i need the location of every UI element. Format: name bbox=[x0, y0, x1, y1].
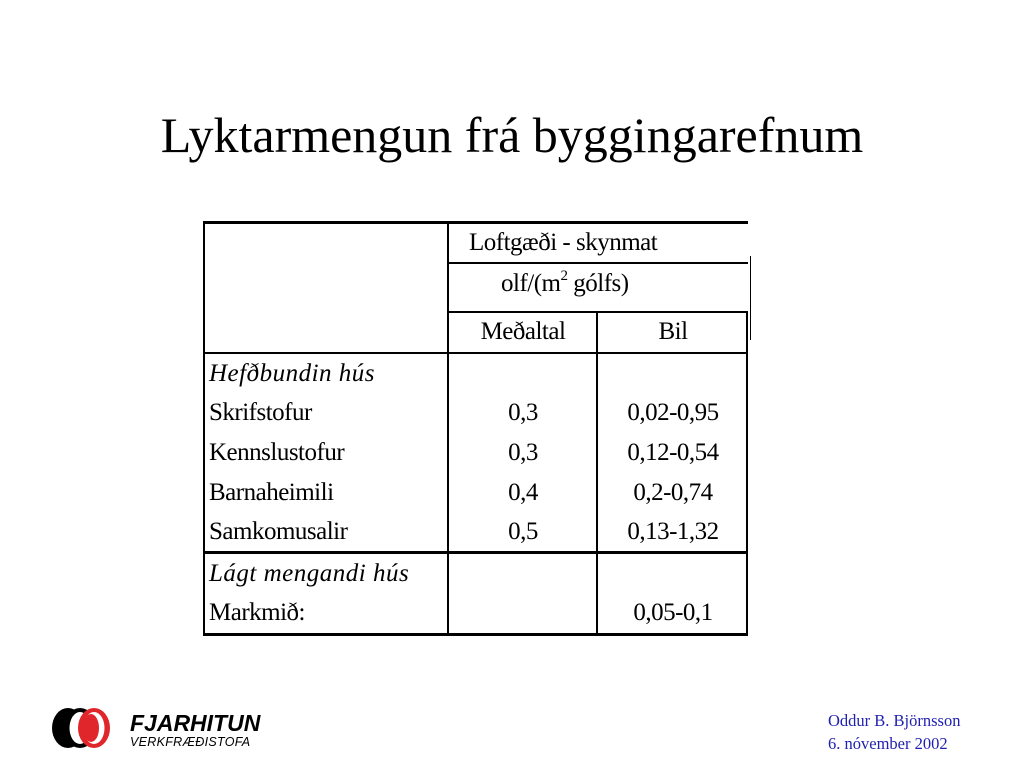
section-title: Lágt mengandi hús bbox=[209, 560, 410, 587]
section-title: Hefðbundin hús bbox=[209, 360, 376, 387]
row-label: Samkomusalir bbox=[209, 518, 348, 545]
header-unit bbox=[501, 269, 629, 299]
fjarhitun-logo-icon bbox=[50, 706, 116, 750]
rule-header-bottom bbox=[203, 352, 748, 354]
footer-author-block bbox=[828, 709, 960, 755]
row-mean: 0,3 bbox=[508, 399, 538, 426]
row-label: Markmið: bbox=[209, 599, 305, 626]
rule-col2 bbox=[447, 221, 449, 636]
rule-subheader bbox=[448, 311, 748, 313]
row-label: Kennslustofur bbox=[209, 439, 345, 466]
row-range: 0,05-0,1 bbox=[633, 599, 713, 626]
col-header-range: Bil bbox=[658, 318, 688, 345]
row-range: 0,13-1,32 bbox=[627, 518, 719, 545]
rule-right-header bbox=[750, 256, 751, 340]
col-header-mean: Meðaltal bbox=[480, 318, 566, 345]
rule-left bbox=[203, 221, 205, 636]
author-name: Oddur B. Björnsson bbox=[828, 711, 961, 730]
row-range: 0,02-0,95 bbox=[627, 399, 719, 426]
header-group: Loftgæði - skynmat bbox=[469, 229, 658, 256]
rule-col3 bbox=[596, 311, 598, 636]
row-mean: 0,4 bbox=[508, 479, 538, 506]
unit-suffix: gólfs) bbox=[567, 270, 629, 297]
row-label: Skrifstofur bbox=[209, 399, 312, 426]
logo-subtitle: VERKFRÆÐISTOFA bbox=[130, 735, 251, 749]
rule-right bbox=[746, 311, 748, 636]
row-range: 0,12-0,54 bbox=[627, 439, 719, 466]
rule-top bbox=[203, 221, 748, 224]
unit-prefix: olf/(m bbox=[501, 270, 561, 297]
rule-section bbox=[203, 551, 748, 554]
presentation-date: 6. nóvember 2002 bbox=[828, 734, 948, 753]
row-range: 0,2-0,74 bbox=[633, 479, 713, 506]
slide-title: Lyktarmengun frá byggingarefnum bbox=[160, 107, 864, 163]
unit-superscript: 2 bbox=[560, 268, 568, 284]
rule-bottom bbox=[203, 633, 748, 636]
company-logo bbox=[50, 704, 290, 752]
row-mean: 0,3 bbox=[508, 439, 538, 466]
rule-unit bbox=[448, 262, 748, 264]
row-label: Barnaheimili bbox=[209, 479, 334, 506]
row-mean: 0,5 bbox=[508, 518, 538, 545]
logo-name: FJARHITUN bbox=[130, 710, 261, 736]
